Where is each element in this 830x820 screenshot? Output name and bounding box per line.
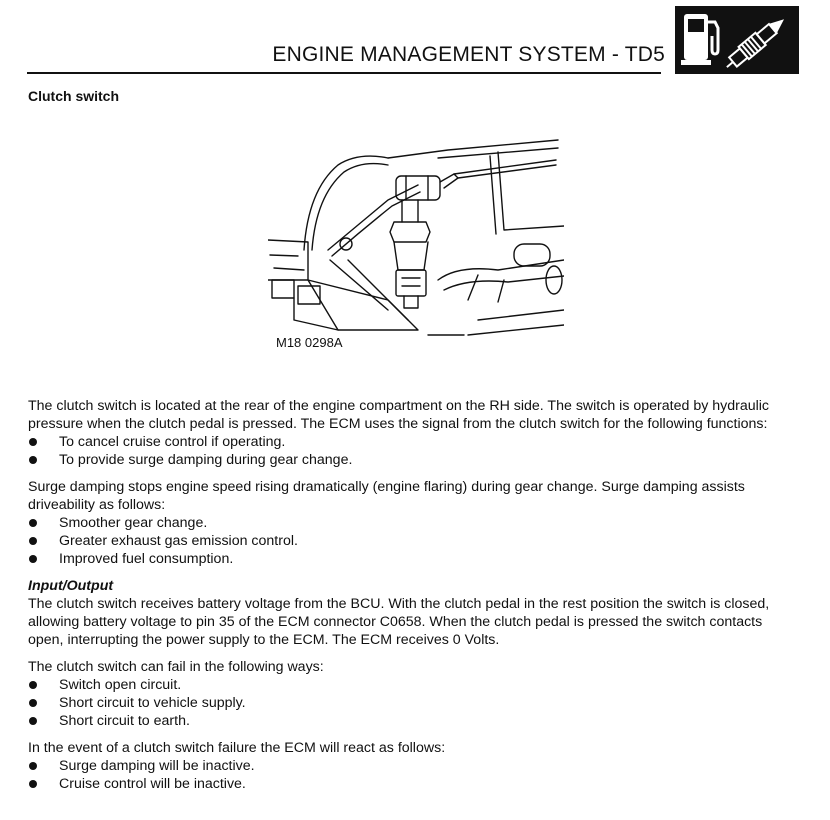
react-paragraph: In the event of a clutch switch failure the ECM will react as follows: — [28, 740, 446, 756]
header-rule — [27, 72, 661, 74]
section-title: Clutch switch — [28, 88, 120, 104]
list-item: Smoother gear change. — [28, 514, 800, 532]
surge-list — [28, 514, 800, 568]
body-text — [28, 397, 800, 793]
bullet-icon — [29, 780, 37, 788]
surge-paragraph: Surge damping stops engine speed rising dramatically (engine flaring) during gear change. Surge damping assists driveability as follows: — [28, 479, 745, 513]
bullet-icon — [29, 681, 37, 689]
list-item: Switch open circuit. — [28, 676, 800, 694]
list-item: To cancel cruise control if operating. — [28, 433, 800, 451]
functions-list — [28, 433, 800, 469]
bullet-icon — [29, 762, 37, 770]
list-item: Surge damping will be inactive. — [28, 757, 800, 775]
list-item: Short circuit to earth. — [28, 712, 800, 730]
figure-label: M18 0298A — [276, 335, 343, 350]
fuel-pump-icon — [681, 14, 718, 65]
page-title: ENGINE MANAGEMENT SYSTEM - TD5 — [272, 43, 665, 66]
bullet-icon — [29, 699, 37, 707]
clutch-switch-figure — [268, 130, 564, 355]
list-item: Greater exhaust gas emission control. — [28, 532, 800, 550]
injector-icon — [722, 15, 787, 74]
bullet-icon — [29, 717, 37, 725]
bullet-icon — [29, 519, 37, 527]
io-heading: Input/Output — [28, 578, 114, 594]
react-list — [28, 757, 800, 793]
list-item: To provide surge damping during gear change. — [28, 451, 800, 469]
header-icon-panel — [675, 6, 799, 74]
bullet-icon — [29, 438, 37, 446]
bullet-icon — [29, 555, 37, 563]
bullet-icon — [29, 456, 37, 464]
list-item: Short circuit to vehicle supply. — [28, 694, 800, 712]
list-item: Improved fuel consumption. — [28, 550, 800, 568]
fail-paragraph: The clutch switch can fail in the following ways: — [28, 659, 324, 675]
list-item: Cruise control will be inactive. — [28, 775, 800, 793]
bullet-icon — [29, 537, 37, 545]
header-icons-svg — [675, 6, 799, 74]
clutch-switch-illustration — [268, 130, 564, 355]
intro-paragraph: The clutch switch is located at the rear of the engine compartment on the RH side. The switch is operated by hydraulic pressure when the clutch pedal is pressed. The ECM uses the signal from the clutch switch for the following functions: — [28, 398, 770, 432]
fail-list — [28, 676, 800, 730]
page-header — [27, 6, 799, 74]
io-paragraph: The clutch switch receives battery voltage from the BCU. With the clutch pedal in the rest position the switch is closed, allowing battery voltage to pin 35 of the ECM connector C0658. When the clutch pedal is pressed the switch contacts open, interrupting the power supply to the ECM. The ECM receives 0 Volts. — [28, 596, 770, 648]
